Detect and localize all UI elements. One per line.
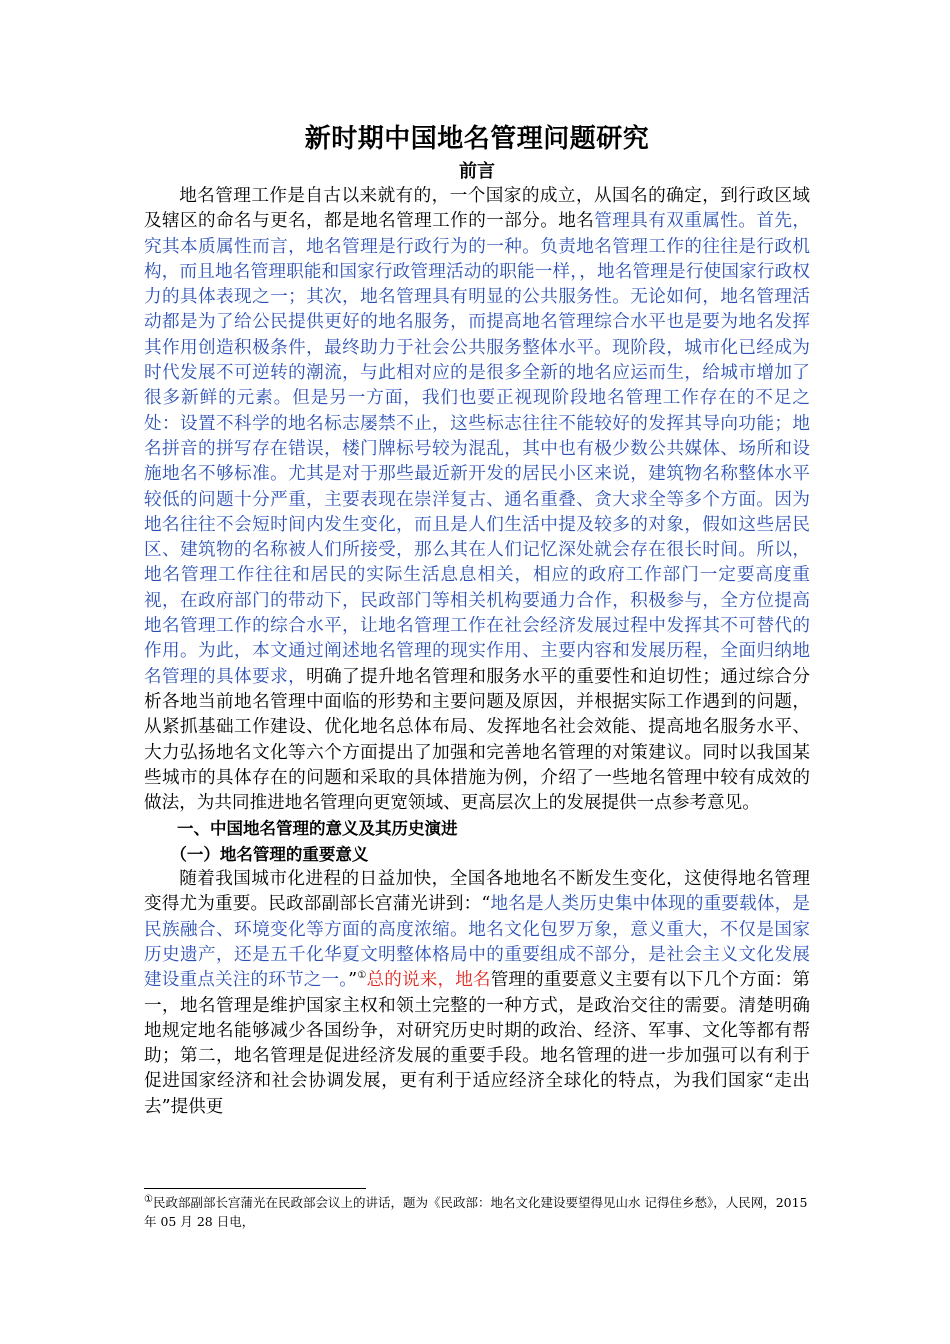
preface-heading: 前言 [459,161,495,182]
body-text-end: 管理的重要意义主要有以下几个方面：第一，地名管理是维护国家主权和领土完整的一种方式，是政治交往的需要。清楚明确地规定地名能够减少各国纷争，对研究历史时期的政治、经济、军事、文化等都有帮助；第二，地名管理是促进经济发展的重要手段。地名管理的进一步加强可以有利于促进国家经济和社会协调发展，更有利于适应经济全球化的特点，为我们国家“走出去”提供更 [144,970,810,1117]
footnote-reference[interactable]: ① [357,970,367,982]
section-heading: （一）地名管理的重要意义 [170,844,369,864]
body-quote-close: ” [348,970,358,991]
preface-text-highlighted: 管理具有双重属性。首先，究其本质属性而言，地名管理是行政行为的一种。负责地名管理工作的往往是行政机构，而且地名管理职能和国家行政管理活动的职能一样，，地名管理是行使国家行政权力的具体表现之一；其次，地名管理具有明显的公共服务性。无论如何，地名管理活动都是为了给公民提供更好的地名服务，而提高地名管理综合水平也是要为地名发挥其作用创造积极条件，最终助力于社会公共服务整体水平。现阶段，城市化已经成为时代发展不可逆转的潮流，与此相对应的是很多全新的地名应运而生，给城市增加了很多新鲜的元素。但是另一方面，我们也要正视现阶段地名管理工作存在的不足之处：设置不科学的地名标志屡禁不止，这些标志往往不能较好的发挥其导向功能；地名拼音的拼写存在错误，楼门牌标号较为混乱，其中也有极少数公共媒体、场所和设施地名不够标准。尤其是对于那些最近新开发的居民小区来说，建筑物名称整体水平较低的问题十分严重，主要表现在崇洋复古、通名重叠、贪大求全等多个方面。因为地名往往不会短时间内发生变化，而且是人们生活中提及较多的对象，假如这些居民区、建筑物的名称被人们所接受，那么其在人们记忆深处就会存在很长时间。所以，地名管理工作往往和居民的实际生活息息相关，相应的政府工作部门一定要高度重视，在政府部门的带动下，民政部门等相关机构要通力合作，积极参与，全方位提高地名管理工作的综合水平，让地名管理工作在社会经济发展过程中发挥其不可替代的作用。为此，本文通过阐述地名管理的现实作用、主要内容和发展历程，全面归纳地名管理的具体要求， [144,211,810,687]
footnote [144,1193,810,1231]
footnote-separator [144,1188,366,1189]
document-body [144,122,810,1120]
preface-text-start: 地名管理工作是自古以来就有的，一个国家的成立，从国名的确定，到行政区域及辖区的命名与更名，都是地名管理工作的一部分。地名 [144,186,810,232]
body-quote-highlighted: 地名是人类历史集中体现的重要载体，是民族融合、环境变化等方面的高度浓缩。地名文化包罗万象，意义重大，不仅是国家历史遗产，还是五千化华夏文明整体格局中的重要组成不部分，是社会主义文化发展建设重点关注的环节之一。 [144,894,810,991]
footnote-text: 民政部副部长宫蒲光在民政部会议上的讲话，题为《民政部：地名文化建设要望得见山水 记得住乡愁》，人民网，2015 年 05 月 28 日电， [144,1195,808,1229]
body-text-red: 总的说来，地名 [366,970,491,991]
body-text-start: 随着我国城市化进程的日益加快，全国各地地名不断发生变化，这使得地名管理变得尤为重要。民政部副部长宫蒲光讲到：“ [144,869,810,915]
preface-paragraph [144,184,810,816]
footnote-marker: ① [144,1193,153,1205]
chapter-heading: 一、中国地名管理的意义及其历史演进 [177,819,458,839]
preface-text-end: 明确了提升地名管理和服务水平的重要性和迫切性；通过综合分析各地当前地名管理中面临的形势和主要问题及原因，并根据实际工作遇到的问题，从紧抓基础工作建设、优化地名总体布局、发挥地名社会效能、提高地名服务水平、大力弘扬地名文化等六个方面提出了加强和完善地名管理的对策建议。同时以我国某些城市的具体存在的问题和采取的具体措施为例，介绍了一些地名管理中较有成效的做法，为共同推进地名管理向更宽领域、更高层次上的发展提供一点参考意见。 [144,666,810,814]
body-paragraph [144,867,810,1120]
document-title: 新时期中国地名管理问题研究 [304,124,650,154]
